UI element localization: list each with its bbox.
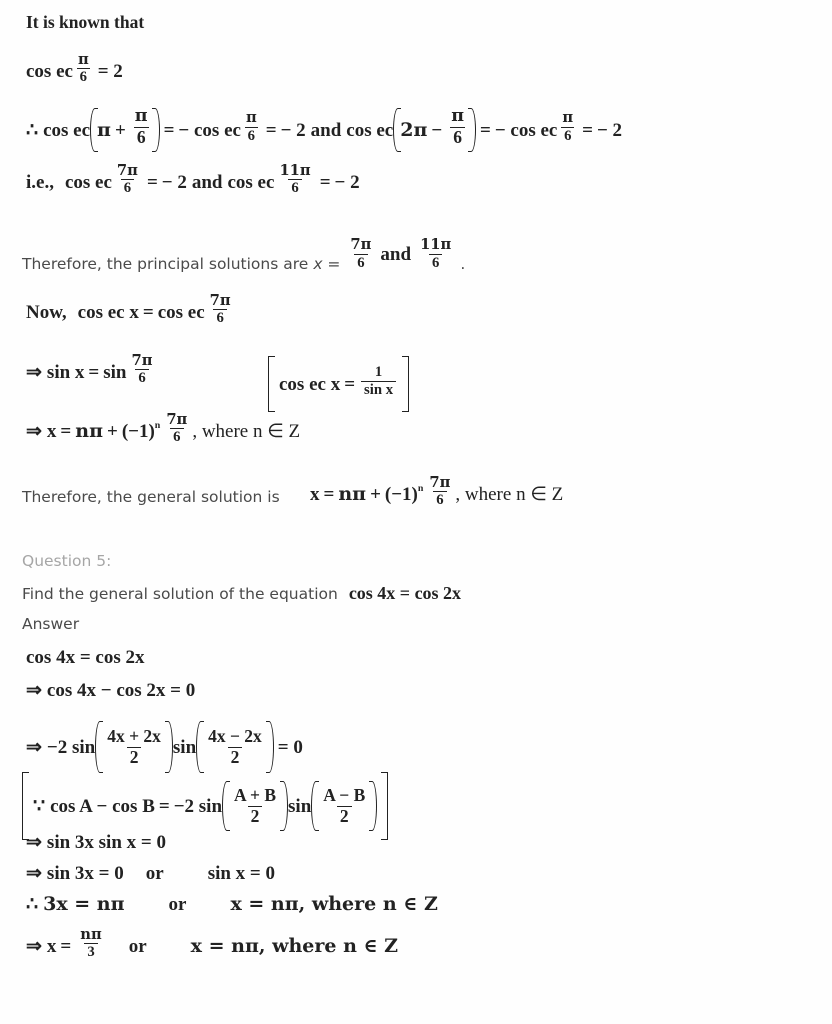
minus-two-4: − 2 — [334, 171, 360, 193]
therefore-symbol-2: ∴ — [26, 894, 39, 915]
fraction-numerator: 7π — [429, 473, 451, 491]
fraction-denominator: 3 — [84, 943, 97, 960]
question-prompt-math: cos 4x = cos 2x — [348, 583, 462, 603]
cosec-fn-label-6: cos ec — [157, 301, 205, 323]
minus-two-1: − 2 — [280, 119, 306, 141]
question-heading — [22, 552, 111, 570]
solution-step-6-right: x = nπ, where n ∈ Z — [230, 893, 438, 915]
equals-6: = — [319, 171, 331, 193]
fraction-pi-over-6-3 — [243, 111, 260, 143]
paren-group-5 — [222, 781, 288, 831]
fraction-numerator: π — [562, 109, 574, 127]
solution-step-7 — [26, 925, 399, 962]
neg-cosec-1: − cos ec — [178, 119, 241, 141]
fraction-denominator: 6 — [135, 369, 148, 386]
fraction-denominator: 6 — [77, 68, 90, 85]
fraction-denominator: 6 — [433, 491, 446, 508]
minus-sign: − — [431, 119, 443, 141]
cosec-identity-lhs: cos ec x — [279, 373, 341, 395]
x-lhs-2: x — [310, 483, 320, 505]
cosec-x-lhs: cos ec x — [77, 301, 139, 323]
neg-two-sin-lead-2: −2 sin — [173, 795, 223, 817]
equals-13: = — [60, 935, 72, 957]
minus-two-2: − 2 — [596, 119, 623, 141]
two-pi-symbol: 2π — [400, 118, 428, 141]
line-x-equals-npi — [26, 410, 301, 447]
line-general-solution-math — [310, 473, 564, 510]
fraction-numerator: A − B — [323, 785, 366, 806]
solution-step-4-text: sin 3x sin x = 0 — [46, 832, 166, 853]
answer-label-row — [22, 617, 79, 633]
solution-identity-bracket — [22, 772, 388, 840]
solution-step-7-lhs: x — [46, 935, 57, 957]
fraction-1-over-sinx — [361, 365, 396, 397]
and-word-1: and — [310, 119, 342, 141]
paren-group-2 — [393, 108, 476, 152]
plus-sign-3: + — [370, 483, 381, 505]
period-mark: . — [460, 255, 466, 274]
line-general-solution-text — [22, 490, 280, 506]
fraction-npi-over-3 — [77, 925, 104, 961]
equals-8: = — [88, 361, 100, 383]
npi-term: nπ — [75, 419, 103, 442]
fraction-numerator: 7π — [209, 291, 231, 309]
fraction-denominator: sin x — [361, 381, 396, 398]
cosec-fn-label-2: cos ec — [43, 119, 91, 141]
pi-symbol: π — [97, 118, 111, 141]
plus-sign-2: + — [106, 420, 118, 442]
npi-term-2: nπ — [338, 482, 367, 505]
answer-label: Answer — [22, 615, 80, 633]
neg-two-sin-lead: −2 sin — [46, 736, 96, 758]
fraction-pi-over-6 — [75, 50, 92, 86]
identity-lhs: cos A − cos B — [50, 795, 155, 817]
it-is-known-text: It is known that — [26, 12, 145, 32]
therefore-symbol: ∴ — [26, 119, 39, 141]
equals-3: = — [480, 119, 491, 141]
fraction-11pi-over-6-principal — [417, 238, 454, 270]
solution-step-1 — [26, 648, 144, 667]
solution-step-5 — [26, 864, 275, 883]
fraction-numerator: π — [451, 106, 464, 127]
solution-step-2 — [26, 681, 195, 700]
x-lhs: x — [46, 420, 57, 442]
and-word-2: and — [191, 171, 223, 193]
fraction-numerator: 11π — [420, 236, 452, 253]
plus-sign: + — [114, 119, 126, 141]
fraction-denominator: 6 — [213, 309, 226, 326]
fraction-numerator: 7π — [166, 410, 188, 428]
now-word: Now, — [26, 301, 67, 323]
principal-solutions-text: Therefore, the principal solutions are — [22, 255, 309, 274]
implies-arrow-6: ⇒ — [26, 863, 42, 884]
square-bracket-group-2 — [22, 772, 388, 840]
equals-2: = — [265, 119, 277, 141]
solution-step-7-right: x = nπ, where n ∈ Z — [190, 934, 399, 957]
fraction-4x-minus-2x-over-2 — [205, 721, 265, 773]
fraction-numerator: 11π — [279, 161, 311, 179]
question-heading-label: Question 5: — [22, 552, 112, 570]
fraction-denominator: 2 — [337, 806, 352, 825]
fraction-numerator: A + B — [234, 785, 277, 806]
and-word-3: and — [380, 243, 412, 265]
fraction-pi-over-6-5 — [559, 111, 576, 143]
fraction-4x-plus-2x-over-2 — [104, 721, 164, 773]
fraction-numerator: 7π — [131, 351, 153, 369]
equals-12: = — [158, 795, 170, 817]
question-prompt-text: Find the general solution of the equation — [22, 585, 338, 604]
principal-x-equals: x = — [313, 255, 341, 274]
fraction-7pi-over-6-principal — [347, 238, 374, 270]
cosec-fn-label-4: cos ec — [64, 171, 112, 193]
implies-arrow-7: ⇒ — [26, 935, 42, 957]
solution-step-6 — [26, 895, 438, 914]
cosec-fn-label-5: cos ec — [227, 171, 275, 193]
solution-step-5-right: sin x = 0 — [207, 863, 276, 884]
fraction-denominator: 6 — [134, 127, 149, 146]
or-word-2: or — [168, 894, 187, 915]
solution-step-6-left: 3x = nπ — [43, 893, 125, 915]
fraction-denominator: 2 — [127, 747, 142, 766]
fraction-7pi-over-6-gen — [163, 410, 190, 446]
equals-5: = — [146, 171, 158, 193]
fraction-denominator: 6 — [170, 428, 183, 445]
line-cosec-identity-bracket — [268, 356, 409, 412]
equals-10: = — [60, 420, 72, 442]
equals-4: = — [582, 119, 593, 141]
equals-zero-1: = 0 — [277, 736, 303, 758]
solution-step-4 — [26, 833, 166, 852]
question-prompt-row — [22, 583, 462, 604]
fraction-denominator: 6 — [245, 127, 258, 144]
fraction-numerator: nπ — [80, 925, 102, 943]
equals-11: = — [323, 483, 335, 505]
where-n-in-z-2: , where n ∈ Z — [455, 483, 564, 505]
implies-arrow-5: ⇒ — [26, 832, 42, 853]
neg-cosec-2: − cos ec — [494, 119, 558, 141]
line-cosec-expansions — [26, 108, 622, 152]
implies-arrow-2: ⇒ — [26, 420, 42, 442]
minus-two-3: − 2 — [161, 171, 187, 193]
fraction-a-plus-b-over-2 — [231, 781, 279, 831]
paren-group-1 — [90, 108, 160, 152]
line-cosec-pi-6 — [26, 50, 127, 87]
ie-word: i.e., — [26, 171, 54, 193]
fraction-denominator: 2 — [248, 806, 263, 825]
fraction-11pi-over-6 — [276, 161, 313, 197]
fraction-7pi-over-6-now — [207, 291, 234, 327]
equals-7: = — [142, 301, 154, 323]
exponent-n-2: n — [417, 483, 424, 495]
sin-x-lhs: sin x — [46, 361, 85, 383]
solution-step-3 — [26, 721, 307, 773]
sin-fn-label-3: sin — [288, 795, 312, 817]
general-solution-text: Therefore, the general solution is — [22, 488, 280, 506]
fraction-numerator: 7π — [116, 161, 138, 179]
fraction-numerator: 7π — [350, 236, 372, 253]
fraction-denominator: 6 — [121, 179, 134, 196]
fraction-denominator: 6 — [354, 254, 367, 271]
paren-group-3 — [95, 721, 173, 773]
line-ie-cosec-values — [26, 161, 360, 198]
fraction-numerator: 4x + 2x — [107, 726, 161, 747]
cosec-fn-label-3: cos ec — [346, 119, 394, 141]
sin-fn-label-2: sin — [172, 736, 197, 758]
fraction-denominator: 6 — [429, 254, 442, 271]
cosec-fn-label: cos ec — [26, 60, 73, 82]
solution-step-5-left: sin 3x = 0 — [46, 863, 124, 884]
fraction-numerator: 1 — [374, 364, 383, 381]
line-now-cosec-x — [26, 291, 236, 328]
implies-arrow-3: ⇒ — [26, 680, 42, 701]
fraction-numerator: 4x − 2x — [208, 726, 262, 747]
where-n-in-z-1: , where n ∈ Z — [192, 420, 301, 442]
fraction-numerator: π — [77, 50, 89, 68]
fraction-numerator: π — [134, 106, 148, 127]
implies-arrow-4: ⇒ — [26, 736, 42, 758]
square-bracket-group — [268, 356, 409, 412]
equals-1: = — [163, 119, 175, 141]
fraction-7pi-over-6-sin — [129, 351, 156, 387]
equals-9: = — [344, 373, 356, 395]
neg-one-base-2: (−1) — [384, 483, 418, 505]
fraction-denominator: 2 — [228, 747, 243, 766]
or-word-3: or — [128, 935, 147, 957]
implies-arrow-1: ⇒ — [26, 361, 42, 383]
fraction-denominator: 6 — [450, 127, 465, 146]
paren-group-4 — [196, 721, 274, 773]
because-symbol: ∵ — [33, 795, 46, 817]
equals-two: = 2 — [97, 60, 123, 82]
paren-group-6 — [311, 781, 377, 831]
exponent-n: n — [154, 420, 161, 432]
neg-one-base: (−1) — [121, 420, 155, 442]
fraction-7pi-over-6-gen-2 — [426, 473, 453, 509]
solution-step-1-text: cos 4x = cos 2x — [26, 647, 145, 668]
fraction-a-minus-b-over-2 — [320, 781, 368, 831]
fraction-numerator: π — [245, 109, 257, 127]
line-sin-x-equals — [26, 351, 158, 388]
fraction-pi-over-6-4 — [448, 108, 467, 146]
line-it-is-known-that — [26, 14, 144, 32]
sin-fn-label: sin — [103, 361, 127, 383]
solution-step-2-text: cos 4x − cos 2x = 0 — [46, 680, 196, 701]
fraction-denominator: 6 — [561, 127, 574, 144]
fraction-pi-over-6-2 — [132, 108, 151, 146]
fraction-7pi-over-6 — [114, 161, 141, 197]
fraction-denominator: 6 — [288, 179, 301, 196]
or-word-1: or — [145, 863, 164, 884]
